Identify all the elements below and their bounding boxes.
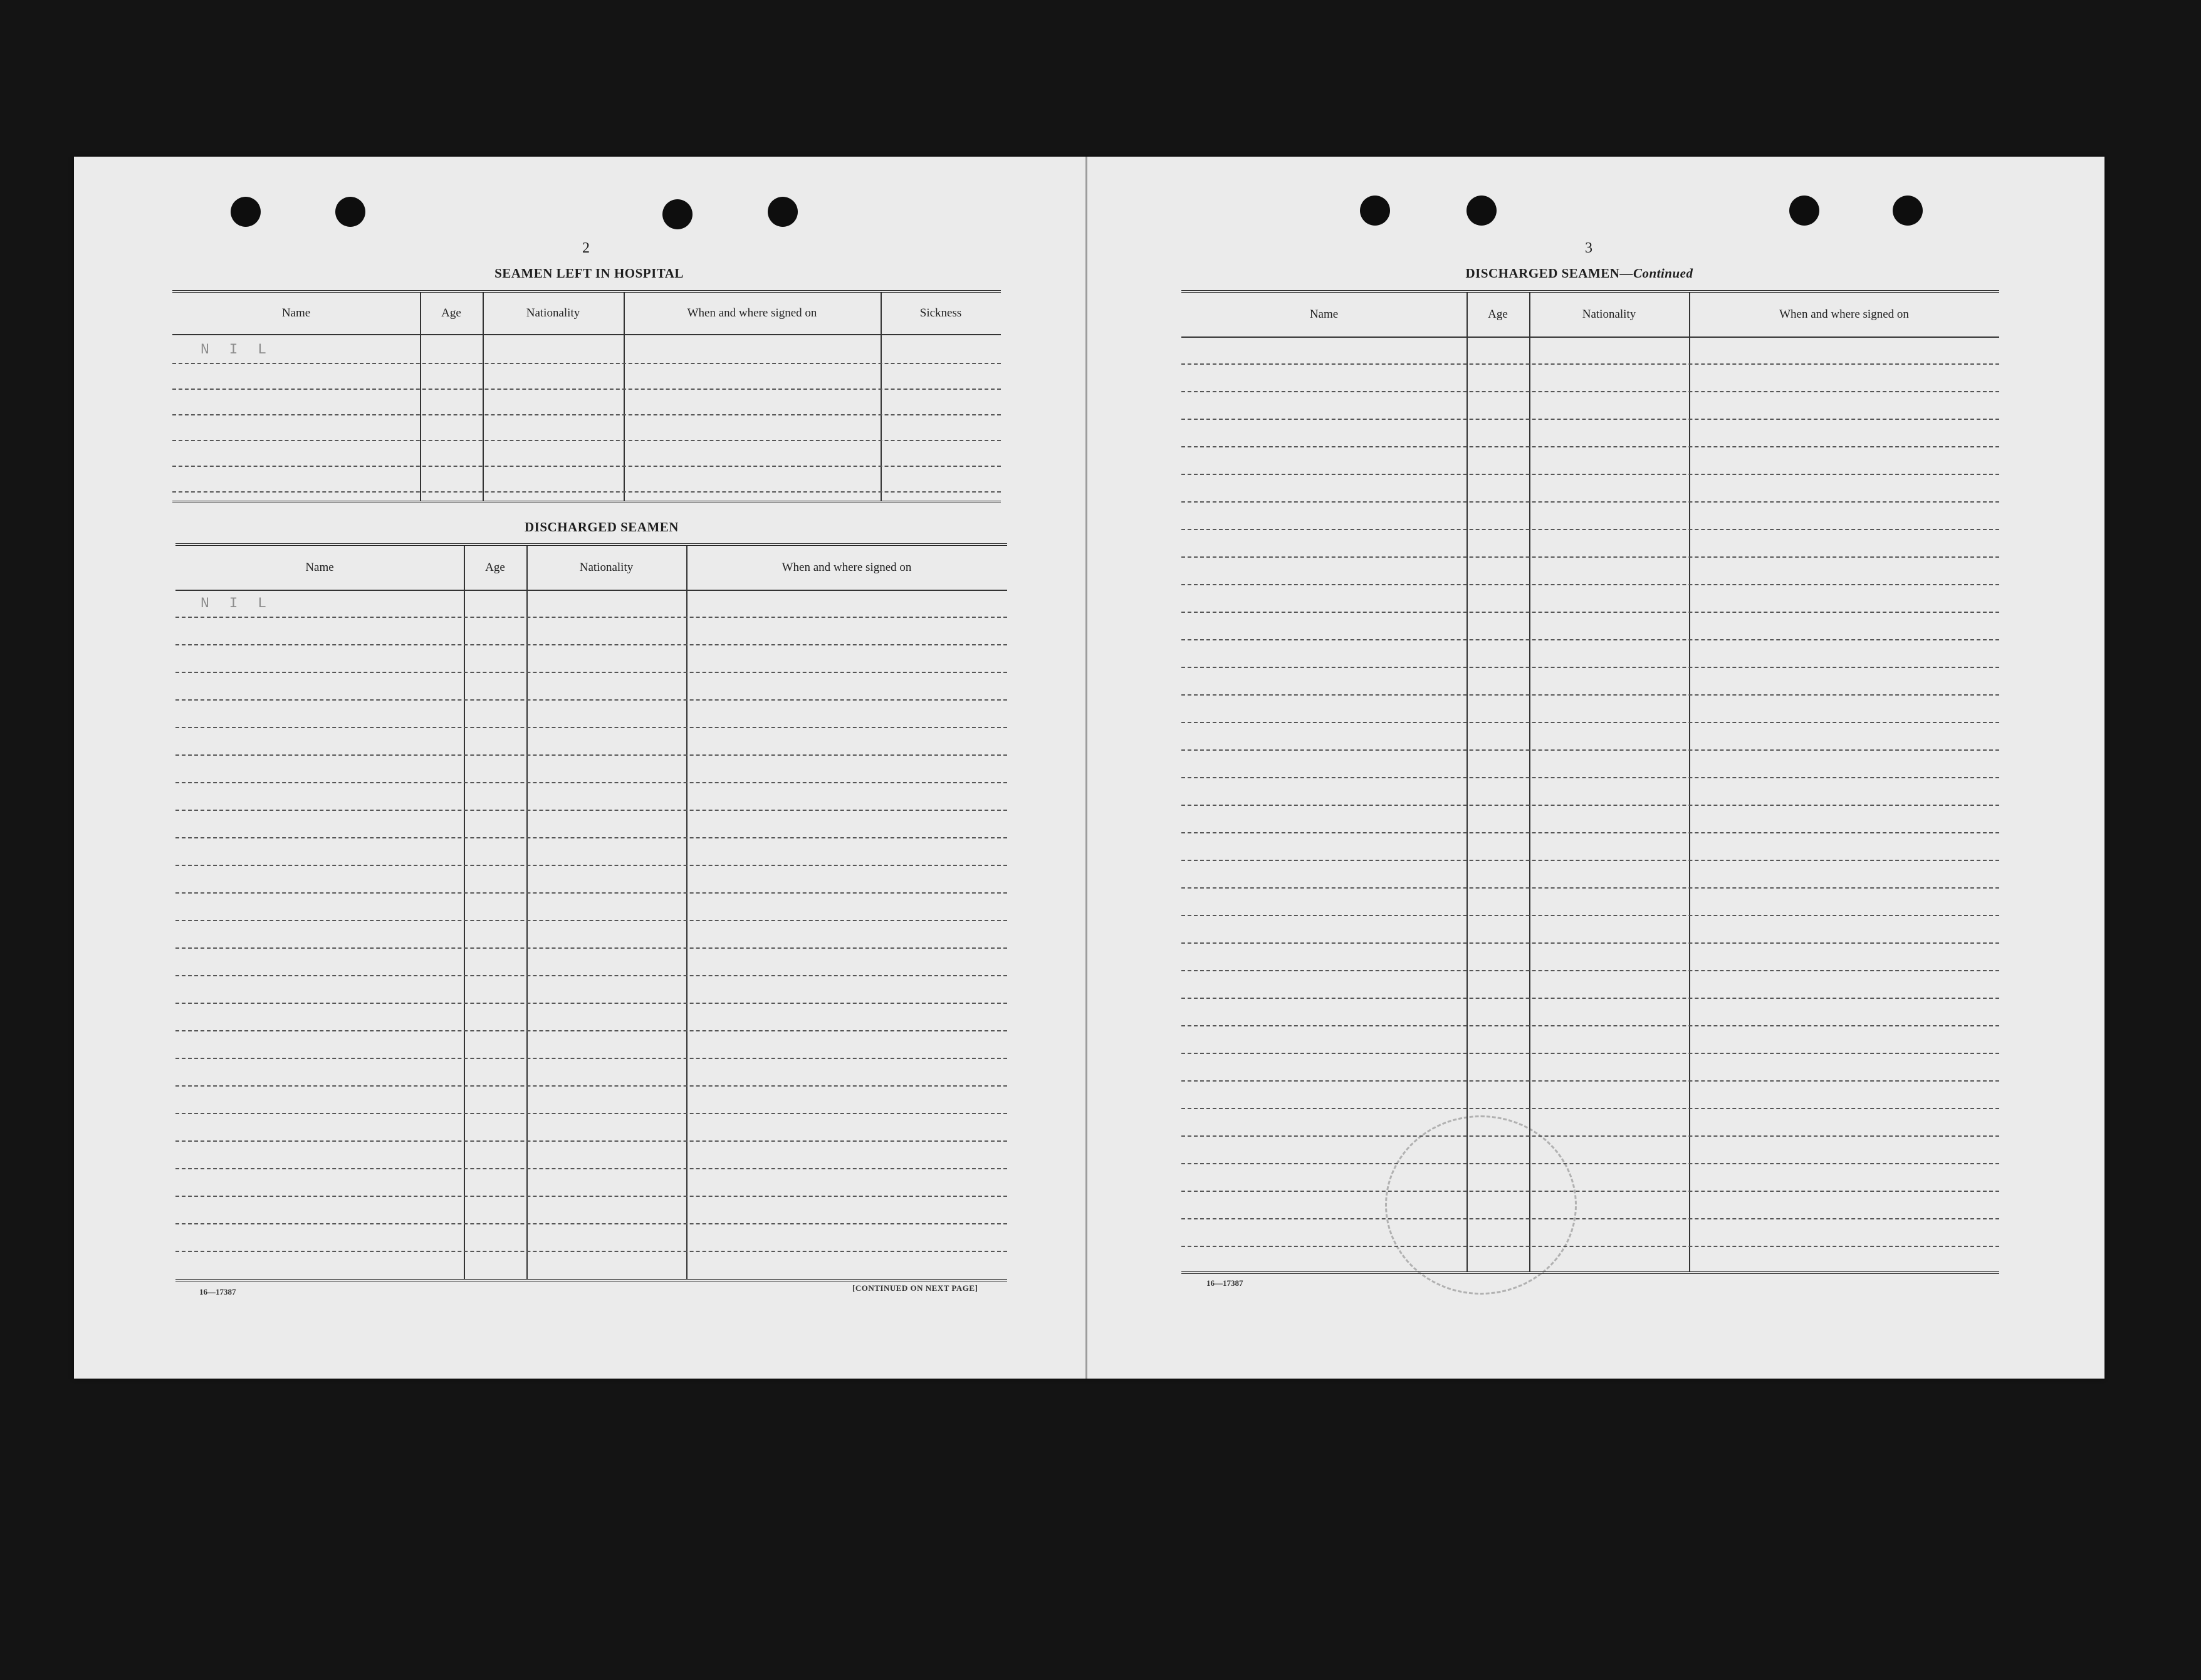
punch-hole [231,197,261,227]
ruled-line [1181,391,1999,392]
column-header-signed-on: When and where signed on [687,306,817,320]
ruled-line [175,1085,1007,1087]
table-header [175,546,1007,591]
ruled-line [1181,1135,1999,1137]
discharged-table [175,543,1007,1281]
ruled-line [1181,501,1999,503]
column-header-age: Age [441,306,461,320]
ruled-line [175,1030,1007,1031]
column-divider [1529,293,1530,1271]
ruled-line [1181,556,1999,558]
ruled-line [172,389,1001,390]
ruled-line [1181,639,1999,640]
page-fold [1085,157,1087,1379]
ruled-line [175,1003,1007,1004]
ruled-line [1181,1108,1999,1109]
ruled-line [1181,1246,1999,1247]
column-header-signed-on: When and where signed on [1779,308,1909,321]
ruled-line [175,672,1007,673]
ruled-line [1181,1025,1999,1026]
column-divider [483,293,484,501]
ruled-line [175,1251,1007,1252]
ruled-line [1181,860,1999,861]
ruled-line [1181,998,1999,999]
column-header-age: Age [1488,308,1508,321]
ruled-line [1181,1163,1999,1164]
column-header-nationality: Nationality [526,306,580,320]
table-header [172,293,1001,335]
punch-hole [1466,196,1497,226]
form-number-right: 16—17387 [1206,1278,1243,1288]
column-header-name: Name [305,561,334,574]
ruled-line [172,491,1001,493]
form-number-left: 16—17387 [199,1287,236,1297]
ruled-line [1181,970,1999,971]
ruled-line [175,782,1007,783]
faded-stamp [1385,1115,1577,1295]
ruled-line [175,975,1007,976]
ruled-line [1181,887,1999,889]
ruled-line [175,1196,1007,1197]
discharged-entry: N I L [201,595,273,612]
ruled-line [1181,667,1999,668]
ruled-line [175,865,1007,866]
discharged-continued-table [1181,290,1999,1274]
punch-hole [335,197,365,227]
ruled-line [175,892,1007,894]
ruled-line [172,440,1001,441]
ruled-line [1181,446,1999,447]
discharged-continued-title-main: DISCHARGED SEAMEN [1465,266,1620,281]
ruled-line [1181,1218,1999,1219]
column-header-nationality: Nationality [1582,308,1636,321]
ruled-line [172,466,1001,467]
ruled-line [1181,942,1999,944]
punch-hole [768,197,798,227]
ruled-line [175,1223,1007,1224]
column-divider [420,293,421,501]
page-number-left: 2 [582,240,590,256]
ruled-line [175,810,1007,811]
ruled-line [175,617,1007,618]
ruled-line [1181,612,1999,613]
ruled-line [1181,777,1999,778]
column-divider [1689,293,1690,1271]
ruled-line [175,1058,1007,1059]
table-header [1181,293,1999,338]
ruled-line [175,1168,1007,1169]
ruled-line [1181,419,1999,420]
ruled-line [175,1140,1007,1142]
ruled-line [175,920,1007,921]
discharged-section-title: DISCHARGED SEAMEN [525,519,679,535]
hospital-section-title: SEAMEN LEFT IN HOSPITAL [494,266,684,281]
ruled-line [1181,749,1999,751]
ruled-line [172,414,1001,415]
page-number-right: 3 [1585,240,1592,256]
ruled-line [1181,915,1999,916]
column-header-name: Name [1309,308,1339,321]
ruled-line [175,1113,1007,1114]
ruled-line [175,699,1007,701]
ruled-line [1181,1053,1999,1054]
ruled-line [1181,363,1999,365]
ruled-line [175,644,1007,645]
ruled-line [1181,722,1999,723]
column-divider [624,293,625,501]
punch-hole [662,199,693,229]
ruled-line [1181,1080,1999,1082]
column-header-name: Name [281,306,311,320]
hospital-table [172,290,1001,503]
ruled-line [1181,805,1999,806]
punch-hole [1789,196,1819,226]
discharged-continued-title [1379,266,1780,281]
ruled-line [175,837,1007,838]
column-header-signed-on: When and where signed on [782,561,912,574]
column-header-sickness: Sickness [919,306,962,320]
ruled-line [175,754,1007,756]
punch-hole [1893,196,1923,226]
ruled-line [172,363,1001,364]
continued-note: [CONTINUED ON NEXT PAGE] [852,1283,978,1293]
ruled-line [175,727,1007,728]
ruled-line [1181,584,1999,585]
column-divider [881,293,882,501]
ruled-line [1181,694,1999,696]
ruled-line [1181,529,1999,530]
ruled-line [1181,1191,1999,1192]
hospital-entry: N I L [201,342,273,358]
ruled-line [175,947,1007,949]
discharged-continued-title-suffix: —Continued [1619,266,1693,281]
ruled-line [1181,474,1999,475]
column-header-nationality: Nationality [579,561,634,574]
punch-hole [1360,196,1390,226]
ruled-line [1181,832,1999,833]
column-header-age: Age [485,561,505,574]
